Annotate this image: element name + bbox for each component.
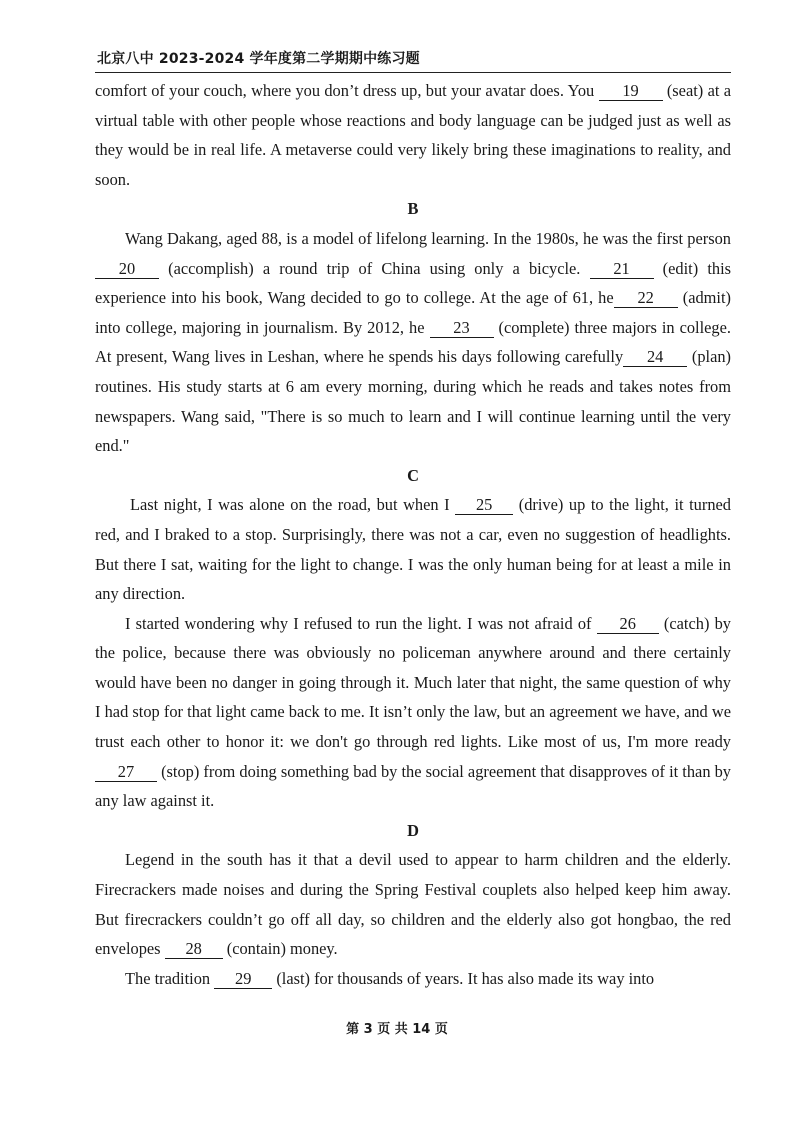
text-segment: (plan) routines. His study starts at 6 am every morning, during which he reads and takes notes from newspapers. Wang said, "There is so much to learn and I will continue learning until the very end." xyxy=(95,347,731,456)
header-divider xyxy=(95,72,731,73)
blank-25[interactable]: 25 xyxy=(455,496,513,515)
blank-24[interactable]: 24 xyxy=(623,348,687,367)
document-body xyxy=(95,76,731,993)
section-label-b: B xyxy=(407,199,419,219)
paragraph-c-2 xyxy=(95,609,731,816)
page-header-title: 北京八中 2023-2024 学年度第二学期期中练习题 xyxy=(97,51,420,67)
blank-28[interactable]: 28 xyxy=(165,940,223,959)
text-segment: comfort of your couch, where you don’t dress up, but your avatar does. You xyxy=(95,81,599,100)
text-segment: (complete) three majors in college. At present, Wang lives in Leshan, where he spends his days following carefully xyxy=(95,317,732,367)
blank-21[interactable]: 21 xyxy=(590,260,654,279)
section-label-c: C xyxy=(407,465,419,485)
paragraph-c-1 xyxy=(95,490,731,608)
paragraph-d-2 xyxy=(95,964,731,994)
section-label-d: D xyxy=(407,820,419,840)
blank-19[interactable]: 19 xyxy=(599,82,663,101)
paragraph-d-1 xyxy=(95,845,731,963)
text-segment: (drive) up to the light, it turned red, and I braked to a stop. Surprisingly, there was not a car, even no suggestion of headlights. But there I sat, waiting for the light to change. I was the only human being for at least a mile in any direction. xyxy=(95,495,731,604)
blank-23[interactable]: 23 xyxy=(430,319,494,338)
blank-20[interactable]: 20 xyxy=(95,260,159,279)
text-segment: (accomplish) a round trip of China using only a bicycle. xyxy=(159,258,590,278)
text-segment: (stop) from doing something bad by the social agreement that disapproves of it than by any law against it. xyxy=(95,761,732,811)
text-segment: (catch) by the police, because there was obviously no policeman anywhere around and there certainly would have been no danger in going through it. Much later that night, the same question of why I had stop for that light came back to me. It isn’t only the law, but an agreement we have, and we trust each other to honor it: we don't go through red lights. Like most of us, I'm more ready xyxy=(95,613,732,752)
text-segment: (admit) into college, majoring in journalism. By 2012, he xyxy=(95,288,731,337)
text-segment: Legend in the south has it that a devil used to appear to harm children and the elderly. Firecrackers made noises and during the Spring Festival couplets also helped keep him away. But firecrackers couldn’t go off all day, so children and the elderly also got hongbao, the red envelopes xyxy=(95,850,731,959)
text-segment: (last) for thousands of years. It has also made its way into xyxy=(272,968,655,988)
blank-22[interactable]: 22 xyxy=(614,289,678,308)
blank-29[interactable]: 29 xyxy=(214,970,272,989)
text-segment: Last night, I was alone on the road, but when I xyxy=(130,495,456,515)
paragraph-a-continuation xyxy=(95,76,731,194)
text-segment: (edit) this experience into his book, Wang decided to go to college. At the age of 61, he xyxy=(95,258,732,308)
text-segment: I started wondering why I refused to run the light. I was not afraid of xyxy=(125,613,597,633)
text-segment: Wang Dakang, aged 88, is a model of lifelong learning. In the 1980s, he was the first person xyxy=(125,228,731,248)
blank-27[interactable]: 27 xyxy=(95,763,157,782)
page-number: 第 3 页 共 14 页 xyxy=(346,1022,448,1037)
paragraph-b-1 xyxy=(95,224,731,461)
blank-26[interactable]: 26 xyxy=(597,615,659,634)
text-segment: (contain) money. xyxy=(222,939,338,959)
text-segment: (seat) at a virtual table with other people whose reactions and body language can be judged just as well as they would be in real life. A metaverse could very likely bring these imaginations to reality, and soon. xyxy=(95,81,731,189)
text-segment: The tradition xyxy=(125,968,215,988)
